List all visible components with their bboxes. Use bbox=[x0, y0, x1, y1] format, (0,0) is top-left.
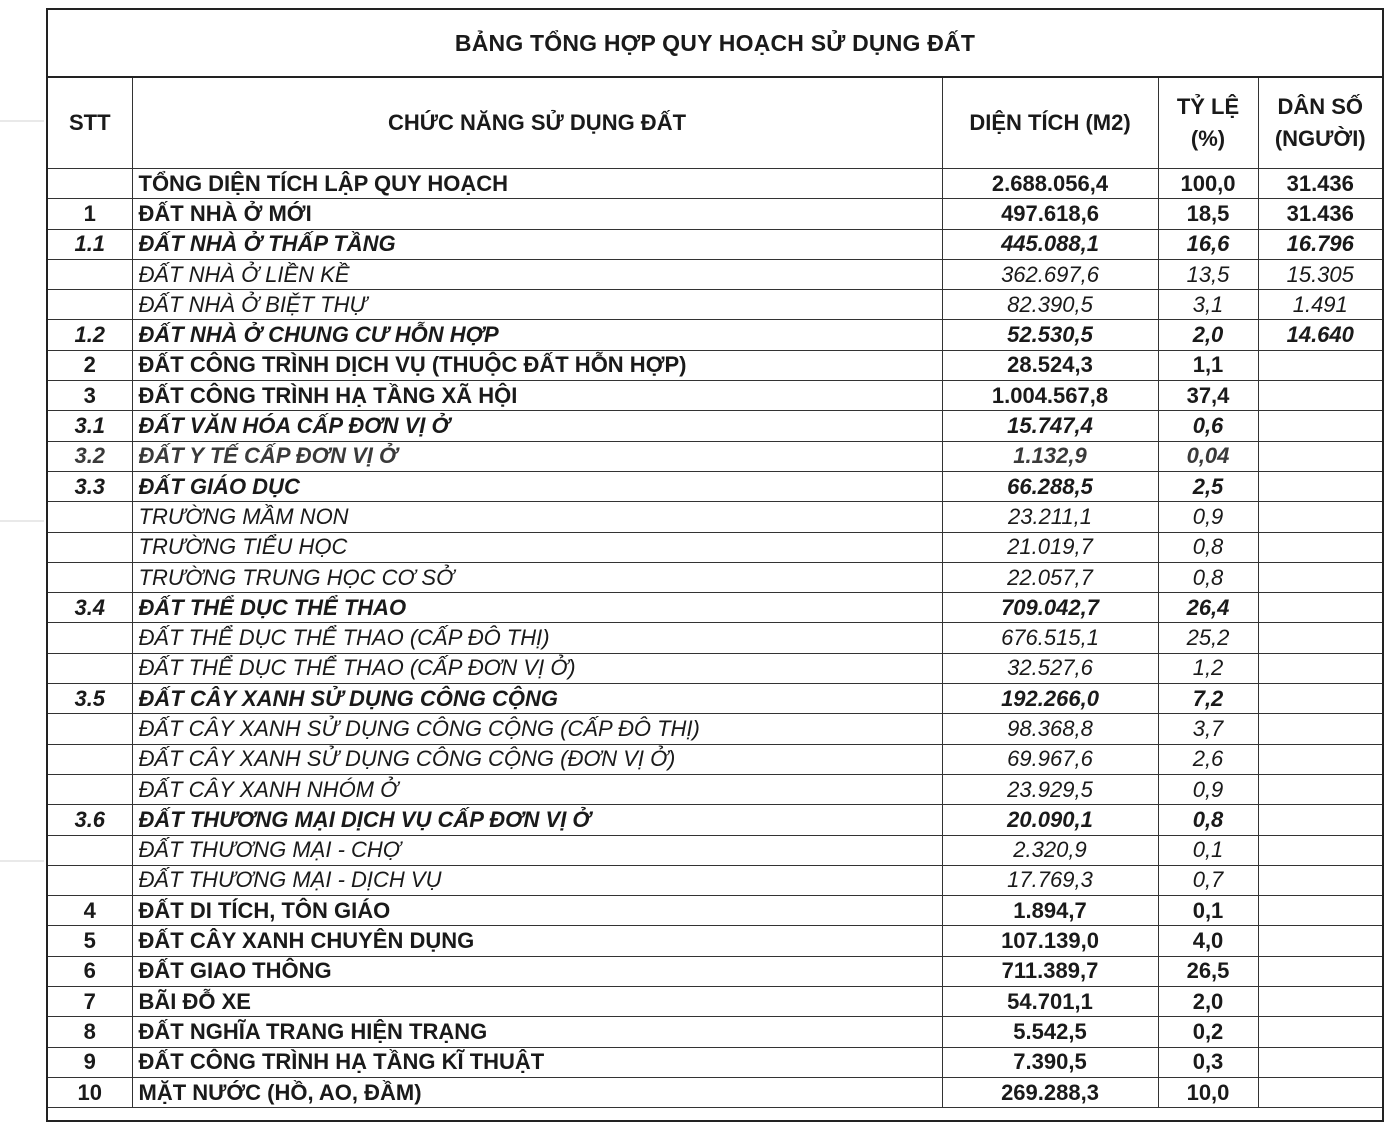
table-row bbox=[48, 774, 1382, 804]
cell-pop bbox=[1258, 532, 1382, 562]
cell-pop bbox=[1258, 835, 1382, 865]
cell-area: 23.211,1 bbox=[942, 502, 1158, 532]
cell-pop bbox=[1258, 896, 1382, 926]
cell-pct: 1,2 bbox=[1158, 653, 1258, 683]
cell-pop: 1.491 bbox=[1258, 290, 1382, 320]
cell-name: ĐẤT DI TÍCH, TÔN GIÁO bbox=[132, 896, 942, 926]
land-use-summary-sheet bbox=[46, 8, 1384, 1122]
cell-name: ĐẤT Y TẾ CẤP ĐƠN VỊ Ở bbox=[132, 441, 942, 471]
cell-area: 20.090,1 bbox=[942, 805, 1158, 835]
cell-area: 32.527,6 bbox=[942, 653, 1158, 683]
cell-pct: 10,0 bbox=[1158, 1077, 1258, 1107]
table-row bbox=[48, 956, 1382, 986]
cell-name: ĐẤT CÂY XANH CHUYÊN DỤNG bbox=[132, 926, 942, 956]
cell-stt: 9 bbox=[48, 1047, 132, 1077]
cell-name: ĐẤT CÔNG TRÌNH DỊCH VỤ (THUỘC ĐẤT HỖN HỢP) bbox=[132, 350, 942, 380]
cell-area: 22.057,7 bbox=[942, 562, 1158, 592]
table-row bbox=[48, 714, 1382, 744]
cell-stt: 3.5 bbox=[48, 684, 132, 714]
header-name: CHỨC NĂNG SỬ DỤNG ĐẤT bbox=[132, 78, 942, 169]
scan-mark bbox=[0, 120, 44, 122]
scan-mark bbox=[0, 860, 44, 862]
cell-pop bbox=[1258, 805, 1382, 835]
table-row bbox=[48, 1017, 1382, 1047]
cell-name: ĐẤT THƯƠNG MẠI - CHỢ bbox=[132, 835, 942, 865]
header-pop bbox=[1258, 78, 1382, 169]
table-row bbox=[48, 987, 1382, 1017]
cell-pop bbox=[1258, 1077, 1382, 1107]
cell-pop: 15.305 bbox=[1258, 259, 1382, 289]
cell-stt bbox=[48, 502, 132, 532]
cell-name: ĐẤT NHÀ Ở MỚI bbox=[132, 199, 942, 229]
table-row bbox=[48, 593, 1382, 623]
cell-area: 1.004.567,8 bbox=[942, 381, 1158, 411]
table-row bbox=[48, 744, 1382, 774]
cell-stt bbox=[48, 744, 132, 774]
cell-pct: 0,8 bbox=[1158, 532, 1258, 562]
table-row bbox=[48, 623, 1382, 653]
cell-name: ĐẤT CÂY XANH SỬ DỤNG CÔNG CỘNG (CẤP ĐÔ THỊ) bbox=[132, 714, 942, 744]
cell-pct: 0,7 bbox=[1158, 865, 1258, 895]
cell-pop bbox=[1258, 623, 1382, 653]
cell-pct: 2,5 bbox=[1158, 471, 1258, 501]
cell-stt: 4 bbox=[48, 896, 132, 926]
table-row bbox=[48, 411, 1382, 441]
cell-pct: 1,1 bbox=[1158, 350, 1258, 380]
table-row bbox=[48, 199, 1382, 229]
cell-area: 98.368,8 bbox=[942, 714, 1158, 744]
cell-name: ĐẤT THƯƠNG MẠI - DỊCH VỤ bbox=[132, 865, 942, 895]
table-row bbox=[48, 381, 1382, 411]
cell-stt: 3.3 bbox=[48, 471, 132, 501]
cell-area: 15.747,4 bbox=[942, 411, 1158, 441]
cell-stt bbox=[48, 835, 132, 865]
cell-area: 192.266,0 bbox=[942, 684, 1158, 714]
cell-pct: 3,1 bbox=[1158, 290, 1258, 320]
cell-pct: 0,9 bbox=[1158, 774, 1258, 804]
land-use-table bbox=[48, 78, 1382, 1108]
table-body bbox=[48, 169, 1382, 1108]
cell-area: 1.132,9 bbox=[942, 441, 1158, 471]
cell-pop bbox=[1258, 471, 1382, 501]
cell-pct: 0,04 bbox=[1158, 441, 1258, 471]
scan-mark bbox=[0, 520, 44, 522]
table-row bbox=[48, 320, 1382, 350]
cell-pct: 2,6 bbox=[1158, 744, 1258, 774]
cell-pct: 26,5 bbox=[1158, 956, 1258, 986]
cell-area: 709.042,7 bbox=[942, 593, 1158, 623]
cell-pct: 100,0 bbox=[1158, 169, 1258, 199]
cell-stt: 1.2 bbox=[48, 320, 132, 350]
cell-area: 676.515,1 bbox=[942, 623, 1158, 653]
cell-area: 362.697,6 bbox=[942, 259, 1158, 289]
table-row bbox=[48, 290, 1382, 320]
cell-pct: 0,6 bbox=[1158, 411, 1258, 441]
cell-name: ĐẤT THỂ DỤC THỂ THAO bbox=[132, 593, 942, 623]
cell-name: BÃI ĐỖ XE bbox=[132, 987, 942, 1017]
cell-area: 711.389,7 bbox=[942, 956, 1158, 986]
header-pct bbox=[1158, 78, 1258, 169]
cell-pop: 31.436 bbox=[1258, 169, 1382, 199]
cell-stt: 2 bbox=[48, 350, 132, 380]
table-row bbox=[48, 441, 1382, 471]
cell-area: 23.929,5 bbox=[942, 774, 1158, 804]
cell-pct: 0,1 bbox=[1158, 896, 1258, 926]
cell-area: 69.967,6 bbox=[942, 744, 1158, 774]
table-row bbox=[48, 835, 1382, 865]
cell-pop bbox=[1258, 714, 1382, 744]
cell-pop bbox=[1258, 865, 1382, 895]
cell-name: ĐẤT VĂN HÓA CẤP ĐƠN VỊ Ở bbox=[132, 411, 942, 441]
cell-stt bbox=[48, 865, 132, 895]
cell-area: 66.288,5 bbox=[942, 471, 1158, 501]
cell-pct: 7,2 bbox=[1158, 684, 1258, 714]
cell-pop bbox=[1258, 411, 1382, 441]
cell-name: TRƯỜNG MẦM NON bbox=[132, 502, 942, 532]
cell-stt: 8 bbox=[48, 1017, 132, 1047]
cell-stt: 3.6 bbox=[48, 805, 132, 835]
cell-pct: 13,5 bbox=[1158, 259, 1258, 289]
cell-name: TRƯỜNG TRUNG HỌC CƠ SỞ bbox=[132, 562, 942, 592]
cell-stt bbox=[48, 532, 132, 562]
header-pct-line1: TỶ LỆ bbox=[1176, 94, 1240, 119]
cell-stt bbox=[48, 169, 132, 199]
cell-pop bbox=[1258, 653, 1382, 683]
table-row bbox=[48, 653, 1382, 683]
cell-area: 5.542,5 bbox=[942, 1017, 1158, 1047]
table-row bbox=[48, 471, 1382, 501]
table-row bbox=[48, 259, 1382, 289]
cell-pop bbox=[1258, 956, 1382, 986]
cell-name: TRƯỜNG TIỂU HỌC bbox=[132, 532, 942, 562]
cell-area: 2.320,9 bbox=[942, 835, 1158, 865]
cell-pct: 0,9 bbox=[1158, 502, 1258, 532]
cell-stt: 1.1 bbox=[48, 229, 132, 259]
table-row bbox=[48, 350, 1382, 380]
cell-area: 269.288,3 bbox=[942, 1077, 1158, 1107]
cell-pop bbox=[1258, 987, 1382, 1017]
cell-pct: 16,6 bbox=[1158, 229, 1258, 259]
cell-stt: 7 bbox=[48, 987, 132, 1017]
cell-name: ĐẤT CÔNG TRÌNH HẠ TẦNG KĨ THUẬT bbox=[132, 1047, 942, 1077]
cell-stt: 6 bbox=[48, 956, 132, 986]
table-row bbox=[48, 684, 1382, 714]
table-title: BẢNG TỔNG HỢP QUY HOẠCH SỬ DỤNG ĐẤT bbox=[48, 10, 1382, 78]
cell-name: ĐẤT NGHĨA TRANG HIỆN TRẠNG bbox=[132, 1017, 942, 1047]
header-pct-line2: (%) bbox=[1190, 126, 1226, 151]
cell-stt: 3.4 bbox=[48, 593, 132, 623]
cell-name: ĐẤT THỂ DỤC THỂ THAO (CẤP ĐƠN VỊ Ở) bbox=[132, 653, 942, 683]
cell-name: ĐẤT CÂY XANH SỬ DỤNG CÔNG CỘNG (ĐƠN VỊ Ở) bbox=[132, 744, 942, 774]
cell-name: ĐẤT THỂ DỤC THỂ THAO (CẤP ĐÔ THỊ) bbox=[132, 623, 942, 653]
cell-area: 21.019,7 bbox=[942, 532, 1158, 562]
header-row bbox=[48, 78, 1382, 169]
cell-name: ĐẤT NHÀ Ở BIỆT THỰ bbox=[132, 290, 942, 320]
cell-name: ĐẤT NHÀ Ở CHUNG CƯ HỖN HỢP bbox=[132, 320, 942, 350]
cell-stt: 3.2 bbox=[48, 441, 132, 471]
cell-pop bbox=[1258, 502, 1382, 532]
cell-name: ĐẤT CÔNG TRÌNH HẠ TẦNG XÃ HỘI bbox=[132, 381, 942, 411]
cell-pct: 2,0 bbox=[1158, 320, 1258, 350]
cell-pct: 2,0 bbox=[1158, 987, 1258, 1017]
cell-area: 107.139,0 bbox=[942, 926, 1158, 956]
cell-name: MẶT NƯỚC (HỒ, AO, ĐẦM) bbox=[132, 1077, 942, 1107]
header-stt: STT bbox=[48, 78, 132, 169]
cell-pct: 37,4 bbox=[1158, 381, 1258, 411]
cell-pop bbox=[1258, 684, 1382, 714]
table-row bbox=[48, 229, 1382, 259]
table-row bbox=[48, 532, 1382, 562]
cell-name: ĐẤT GIÁO DỤC bbox=[132, 471, 942, 501]
table-row bbox=[48, 1077, 1382, 1107]
cell-pct: 18,5 bbox=[1158, 199, 1258, 229]
cell-stt bbox=[48, 290, 132, 320]
cell-area: 497.618,6 bbox=[942, 199, 1158, 229]
cell-stt bbox=[48, 714, 132, 744]
cell-name: ĐẤT GIAO THÔNG bbox=[132, 956, 942, 986]
cell-name: ĐẤT NHÀ Ở THẤP TẦNG bbox=[132, 229, 942, 259]
cell-stt bbox=[48, 774, 132, 804]
cell-area: 1.894,7 bbox=[942, 896, 1158, 926]
cell-area: 445.088,1 bbox=[942, 229, 1158, 259]
cell-stt: 3 bbox=[48, 381, 132, 411]
table-row bbox=[48, 502, 1382, 532]
cell-pct: 0,1 bbox=[1158, 835, 1258, 865]
header-area: DIỆN TÍCH (M2) bbox=[942, 78, 1158, 169]
header-pop-line2: (NGƯỜI) bbox=[1274, 126, 1366, 151]
cell-pop bbox=[1258, 350, 1382, 380]
cell-pop bbox=[1258, 441, 1382, 471]
cell-pct: 0,8 bbox=[1158, 562, 1258, 592]
table-row bbox=[48, 926, 1382, 956]
cell-area: 28.524,3 bbox=[942, 350, 1158, 380]
cell-name: TỔNG DIỆN TÍCH LẬP QUY HOẠCH bbox=[132, 169, 942, 199]
cell-stt bbox=[48, 259, 132, 289]
cell-pop: 16.796 bbox=[1258, 229, 1382, 259]
table-row bbox=[48, 169, 1382, 199]
cell-pct: 0,8 bbox=[1158, 805, 1258, 835]
cell-area: 52.530,5 bbox=[942, 320, 1158, 350]
cell-area: 17.769,3 bbox=[942, 865, 1158, 895]
table-row bbox=[48, 865, 1382, 895]
cell-pct: 26,4 bbox=[1158, 593, 1258, 623]
table-row bbox=[48, 896, 1382, 926]
cell-stt: 10 bbox=[48, 1077, 132, 1107]
table-row bbox=[48, 562, 1382, 592]
cell-pop bbox=[1258, 926, 1382, 956]
cell-name: ĐẤT THƯƠNG MẠI DỊCH VỤ CẤP ĐƠN VỊ Ở bbox=[132, 805, 942, 835]
cell-pop bbox=[1258, 744, 1382, 774]
cell-area: 2.688.056,4 bbox=[942, 169, 1158, 199]
cell-name: ĐẤT CÂY XANH SỬ DỤNG CÔNG CỘNG bbox=[132, 684, 942, 714]
cell-pct: 3,7 bbox=[1158, 714, 1258, 744]
cell-pop bbox=[1258, 1047, 1382, 1077]
cell-pct: 25,2 bbox=[1158, 623, 1258, 653]
cell-name: ĐẤT NHÀ Ở LIỀN KỀ bbox=[132, 259, 942, 289]
cell-stt: 3.1 bbox=[48, 411, 132, 441]
cell-pop bbox=[1258, 1017, 1382, 1047]
cell-name: ĐẤT CÂY XANH NHÓM Ở bbox=[132, 774, 942, 804]
cell-area: 82.390,5 bbox=[942, 290, 1158, 320]
cell-pop bbox=[1258, 593, 1382, 623]
cell-pct: 4,0 bbox=[1158, 926, 1258, 956]
cell-pct: 0,2 bbox=[1158, 1017, 1258, 1047]
cell-pop bbox=[1258, 562, 1382, 592]
cell-area: 54.701,1 bbox=[942, 987, 1158, 1017]
cell-stt bbox=[48, 623, 132, 653]
cell-stt: 1 bbox=[48, 199, 132, 229]
cell-pop bbox=[1258, 381, 1382, 411]
cell-stt bbox=[48, 562, 132, 592]
cell-pop: 31.436 bbox=[1258, 199, 1382, 229]
cell-pop bbox=[1258, 774, 1382, 804]
cell-area: 7.390,5 bbox=[942, 1047, 1158, 1077]
table-row bbox=[48, 1047, 1382, 1077]
table-row bbox=[48, 805, 1382, 835]
header-pop-line1: DÂN SỐ bbox=[1277, 94, 1364, 119]
cell-stt: 5 bbox=[48, 926, 132, 956]
cell-pct: 0,3 bbox=[1158, 1047, 1258, 1077]
cell-stt bbox=[48, 653, 132, 683]
cell-pop: 14.640 bbox=[1258, 320, 1382, 350]
